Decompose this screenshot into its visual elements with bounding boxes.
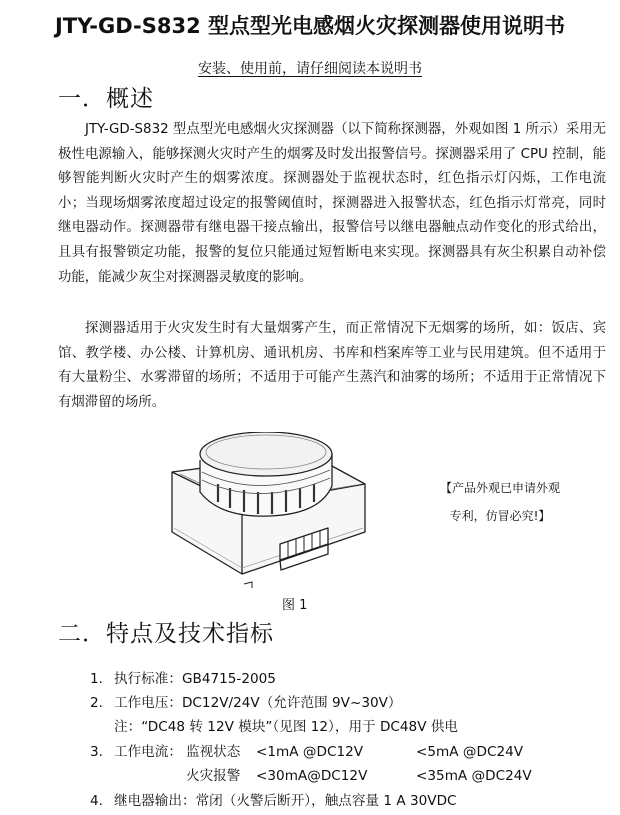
smoke-detector-illustration — [160, 432, 375, 592]
spec-item-number: 4. — [90, 793, 103, 809]
spec-item-relay — [90, 791, 457, 811]
spec-item-number: 3. — [90, 744, 103, 760]
patent-note-line-2: 专利，仿冒必究!】 — [449, 509, 551, 523]
spec-item-voltage — [90, 693, 402, 713]
spec-item-number: 2. — [90, 695, 103, 711]
overview-paragraph-2: 探测器适用于火灾发生时有大量烟雾产生，而正常情况下无烟雾的场所，如：饭店、宾馆、教学楼、办公楼、计算机房、通讯机房、书库和档案库等工业与民用建筑。但不适用于有大量粉尘、水雾滞留的场所；不适用于可能产生蒸汽和油雾的场所；不适用于正常情况下有烟滞留的场所。 — [58, 321, 606, 410]
spec-item-current-alarm — [186, 766, 532, 786]
patent-note-line-1: 【产品外观已申请外观 — [439, 481, 560, 495]
figure-caption: 图 1 — [282, 598, 308, 613]
spec-item-value: GB4715-2005 — [181, 671, 276, 687]
document-title: JTY-GD-S832 型点型光电感烟火灾探测器使用说明书 — [54, 14, 566, 38]
spec-item-value: <1mA @DC12V — [256, 744, 364, 760]
spec-item-value: 常闭（火警后断开），触点容量 1 A 30VDC — [195, 793, 457, 809]
spec-item-sub-label: 火灾报警 — [186, 768, 241, 784]
spec-item-voltage-note — [90, 717, 458, 737]
spec-item-label: 注： — [114, 719, 142, 735]
spec-item-label: 工作电流： — [114, 744, 182, 760]
spec-item-current-standby — [90, 742, 523, 762]
overview-paragraph-1: JTY-GD-S832 型点型光电感烟火灾探测器（以下简称探测器，外观如图 1 所示）采用无极性电源输入，能够探测火灾时产生的烟雾及时发出报警信号。探测器采用了 CPU 控制，能够智能判断火灾时产生的烟雾浓度。探测器处于监视状态时，红色指示灯闪烁，工作电流小；当现场烟雾浓度超过设定的报警阈值时，探测器进入报警状态，红色指示灯常亮，同时继电器动作。探测器带有继电器干接点输出，报警信号以继电器触点动作变化的形式给出，且具有报警锁定功能，报警的复位只能通过短暂断电来实现。探测器具有灰尘积累自动补偿功能，能减少灰尘对探测器灵敏度的影响。 — [58, 122, 606, 285]
spec-item-standard — [90, 669, 276, 689]
spec-item-label: 执行标准： — [114, 671, 182, 687]
section-heading-overview: 一．概述 — [58, 86, 154, 112]
spec-item-label: 继电器输出： — [114, 793, 196, 809]
document-subtitle: 安装、使用前，请仔细阅读本说明书 — [198, 61, 422, 77]
spec-item-value: <30mA@DC12V — [256, 768, 368, 784]
spec-item-label: 工作电压： — [114, 695, 182, 711]
spec-item-number: 1. — [90, 671, 103, 687]
spec-item-value: DC12V/24V（允许范围 9V~30V） — [181, 695, 402, 711]
spec-item-value: <35mA @DC24V — [416, 768, 532, 784]
spec-item-sub-label: 监视状态 — [186, 744, 241, 760]
section-heading-specs: 二．特点及技术指标 — [58, 621, 274, 647]
spec-item-value: <5mA @DC24V — [416, 744, 524, 760]
spec-item-value: “DC48 转 12V 模块”（见图 12），用于 DC48V 供电 — [141, 719, 459, 735]
